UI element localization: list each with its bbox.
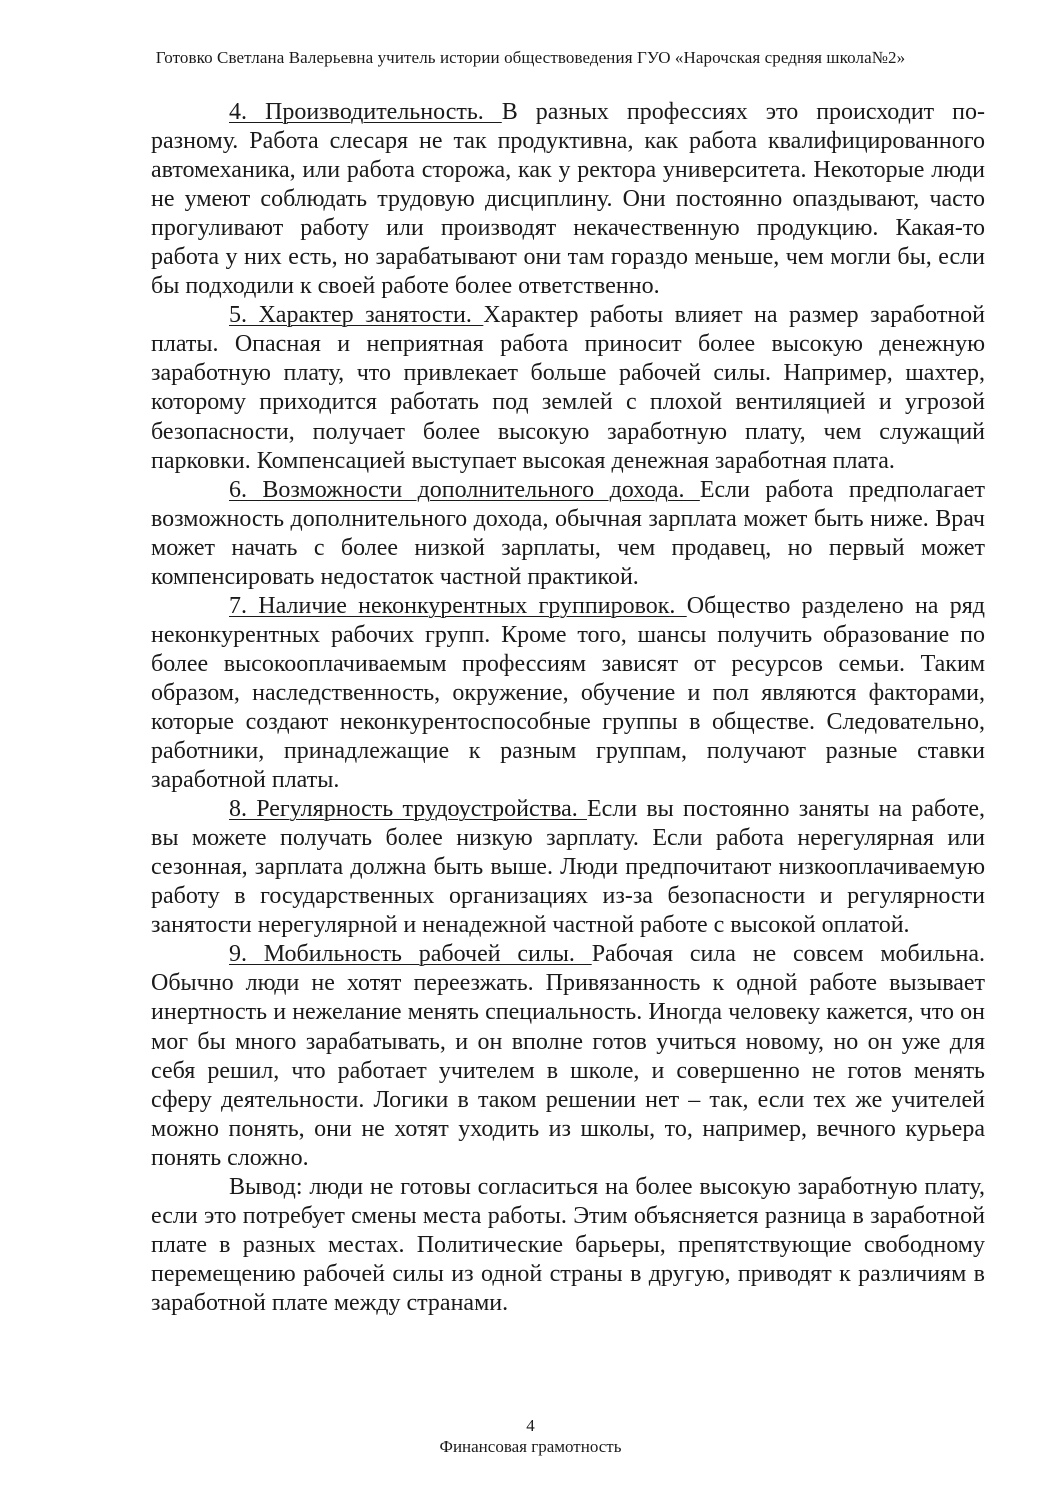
paragraph-productivity (151, 98, 985, 301)
paragraph-text: В разных профессиях это происходит по-разному. Работа слесаря не так продуктивна, как работа квалифицированного автомеханика, или работа сторожа, как у ректора университета. Некоторые люди не умеют соблюдать трудовую дисциплину. Они постоянно опаздывают, часто прогуливают работу или производят некачественную продукцию. Какая-то работа у них есть, но зарабатывают они там гораздо меньше, чем могли бы, если бы подходили к своей работе более ответственно. (151, 99, 985, 300)
paragraph-heading: 8. Регулярность трудоустройства. (229, 796, 587, 823)
paragraph-heading: 4. Производительность. (229, 99, 502, 125)
page-header: Готовко Светлана Валерьевна учитель истории обществоведения ГУО «Нарочская средняя школа№2» (155, 48, 906, 67)
paragraph-text: Рабочая сила не совсем мобильна. Обычно люди не хотят переезжать. Привязанность к одной работе вызывает инертность и нежелание менять специальность. Иногда человеку кажется, что он мог бы много зарабатывать, и он вполне готов учиться новому, но он уже для себя решил, что работает учителем в школе, и совершенно не готов менять сферу деятельности. Логики в таком решении нет – так, если тех же учителей можно понять, они не хотят уходить из школы, то, например, вечного курьера понять сложно. (151, 941, 986, 1171)
paragraph-heading: 7. Наличие неконкурентных группировок. (229, 592, 687, 619)
paragraph-text: Вывод: люди не готовы согласиться на более высокую заработную плату, если это потребует смены места работы. Этим объясняется разница в заработной плате в разных местах. Политические барьеры, препятствующие свободному перемещению рабочей силы из одной страны в другую, приводят к различиям в заработной плате между странами. (151, 1173, 985, 1316)
paragraph-additional-income (151, 476, 985, 592)
paragraph-heading: 9. Мобильность рабочей силы. (229, 941, 592, 968)
paragraph-text: Характер работы влияет на размер заработной платы. Опасная и неприятная работа приносит более высокую денежную заработную плату, что привлекает больше рабочей силы. Например, шахтер, которому приходится работать под землей с плохой вентиляцией и угрозой безопасности, получает более высокую заработную плату, чем служащий парковки. Компенсацией выступает высокая денежная заработная плата. (151, 302, 986, 474)
page-footer: Финансовая грамотность (439, 1437, 622, 1456)
paragraph-conclusion (151, 1173, 985, 1318)
paragraph-heading: 6. Возможности дополнительного дохода. (229, 476, 700, 503)
paragraph-noncompeting-groups (151, 592, 985, 795)
paragraph-labor-mobility (151, 940, 985, 1172)
paragraph-text: Если работа предполагает возможность дополнительного дохода, обычная зарплата может быть ниже. Врач может начать с более низкой зарплаты, чем продавец, но первый может компенсировать недостаток частной практикой. (151, 476, 985, 590)
page-number: 4 (526, 1416, 535, 1435)
paragraph-heading: 5. Характер занятости. (229, 302, 484, 329)
paragraph-employment-character (151, 301, 985, 475)
paragraph-text: Общество разделено на ряд неконкурентных рабочих групп. Кроме того, шансы получить образование по более высокооплачиваемым профессиям зависят от ресурсов семьи. Таким образом, наследственность, окружение, обучение и пол являются факторами, которые создают неконкурентоспособные группы в обществе. Следовательно, работники, принадлежащие к разным группам, получают разные ставки заработной платы. (151, 592, 985, 794)
paragraph-employment-regularity (151, 795, 985, 940)
paragraph-text: Если вы постоянно заняты на работе, вы можете получать более низкую зарплату. Если работа нерегулярная или сезонная, зарплата должна быть выше. Люди предпочитают низкооплачиваемую работу в государственных организациях из-за безопасности и регулярности занятости нерегулярной и ненадежной частной работе с высокой оплатой. (151, 796, 986, 939)
document-body (151, 98, 985, 1318)
